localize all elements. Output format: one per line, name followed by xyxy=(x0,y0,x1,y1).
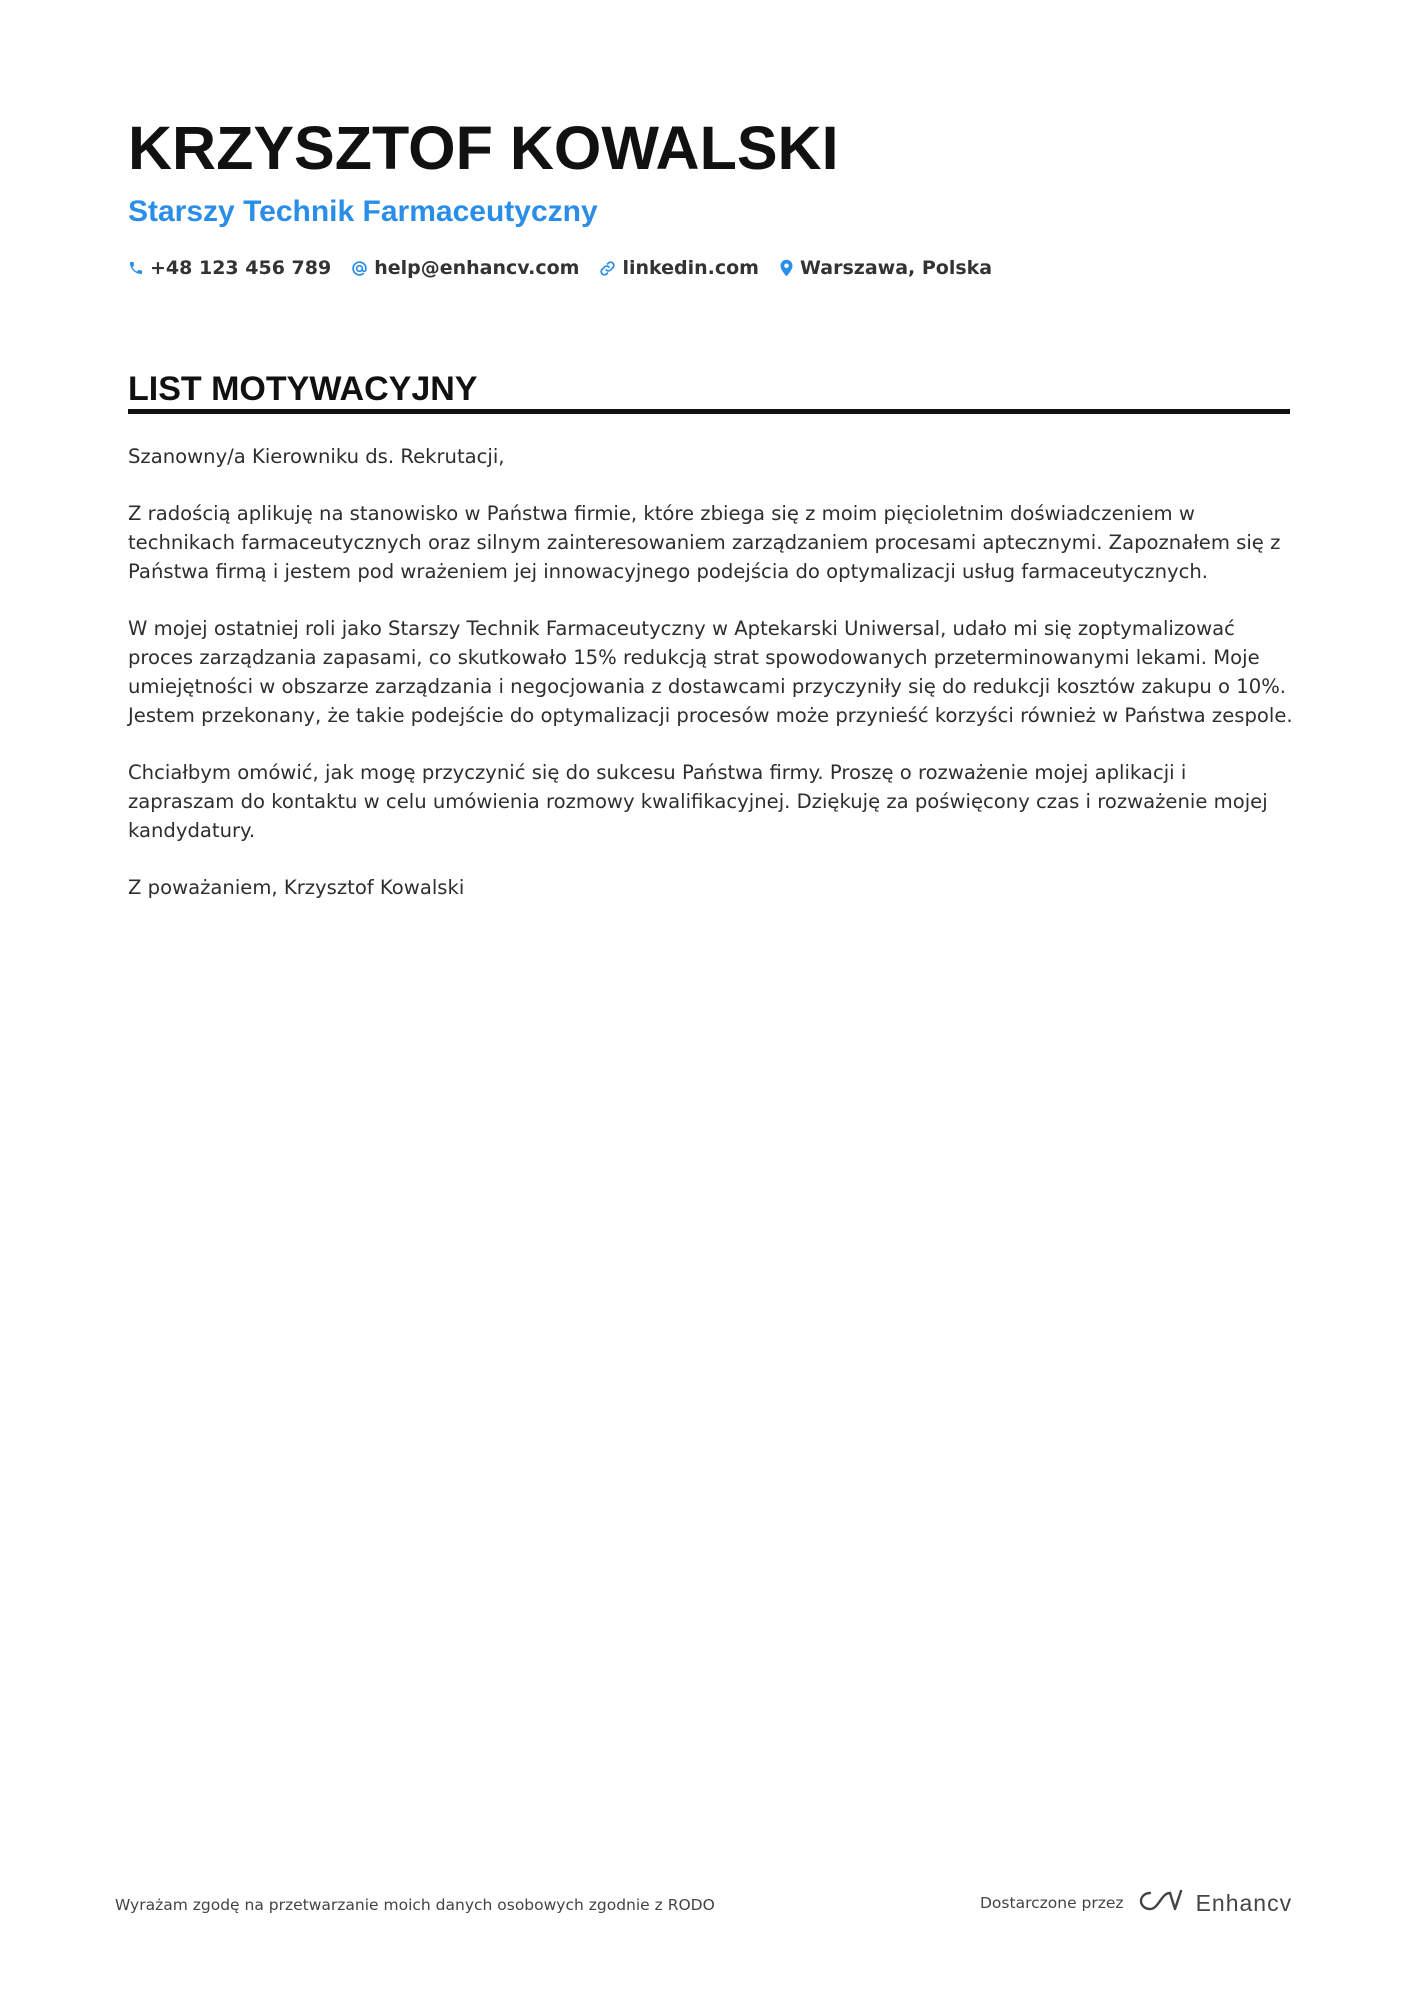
contact-location xyxy=(779,257,992,279)
link-icon xyxy=(599,260,616,277)
letter-paragraph: Z radością aplikuję na stanowisko w Państwa firmie, które zbiega się z moim pięcioletnim doświadczeniem w technikach farmaceutycznych oraz silnym zainteresowaniem zarządzaniem procesami aptecznymi. Zapoznałem się z Państwa firmą i jestem pod wrażeniem jej innowacyjnego podejścia do optymalizacji usług farmaceutycznych. xyxy=(128,502,1281,583)
phone-icon xyxy=(128,260,144,276)
letter-body xyxy=(128,442,1298,930)
location-text: Warszawa, Polska xyxy=(799,257,993,279)
letter-paragraph: W mojej ostatniej roli jako Starszy Technik Farmaceutyczny w Aptekarski Uniwersal, udało mi się zoptymalizować proces zarządzania zapasami, co skutkowało 15% redukcją strat spowodowanych przeterminowanymi lekami. Moje umiejętności w obszarze zarządzania i negocjowania z dostawcami przyczyniły się do redukcji kosztów zakupu o 10%. Jestem przekonany, że takie podejście do optymalizacji procesów może przynieść korzyści również w Państwa zespole. xyxy=(128,617,1293,727)
section-title: LIST MOTYWACYJNY xyxy=(128,370,478,408)
section-divider xyxy=(128,409,1290,414)
email-text: help@enhancv.com xyxy=(374,257,580,279)
phone-text: +48 123 456 789 xyxy=(150,257,332,279)
contact-email[interactable] xyxy=(351,257,579,279)
consent-note: Wyrażam zgodę na przetwarzanie moich danych osobowych zgodnie z RODO xyxy=(115,1896,715,1914)
enhancv-logo-icon xyxy=(1136,1888,1184,1918)
linkedin-text: linkedin.com xyxy=(622,257,759,279)
powered-by[interactable] xyxy=(980,1886,1292,1920)
letter-closing: Z poważaniem, Krzysztof Kowalski xyxy=(128,876,465,899)
letter-paragraph: Chciałbym omówić, jak mogę przyczynić się do sukcesu Państwa firmy. Proszę o rozważenie mojej aplikacji i zapraszam do kontaktu w celu umówienia rozmowy kwalifikacyjnej. Dziękuję za poświęcony czas i rozważenie mojej kandydatury. xyxy=(128,761,1268,842)
candidate-name: KRZYSZTOF KOWALSKI xyxy=(128,114,839,182)
contact-phone[interactable] xyxy=(128,257,331,279)
at-icon xyxy=(351,260,368,277)
brand-name: Enhancv xyxy=(1195,1889,1293,1916)
contact-linkedin[interactable] xyxy=(599,257,759,279)
powered-by-text: Dostarczone przez xyxy=(980,1894,1124,1912)
candidate-title: Starszy Technik Farmaceutyczny xyxy=(128,195,598,228)
contact-bar xyxy=(128,253,992,283)
letter-salutation: Szanowny/a Kierowniku ds. Rekrutacji, xyxy=(128,445,505,468)
location-pin-icon xyxy=(779,259,794,277)
